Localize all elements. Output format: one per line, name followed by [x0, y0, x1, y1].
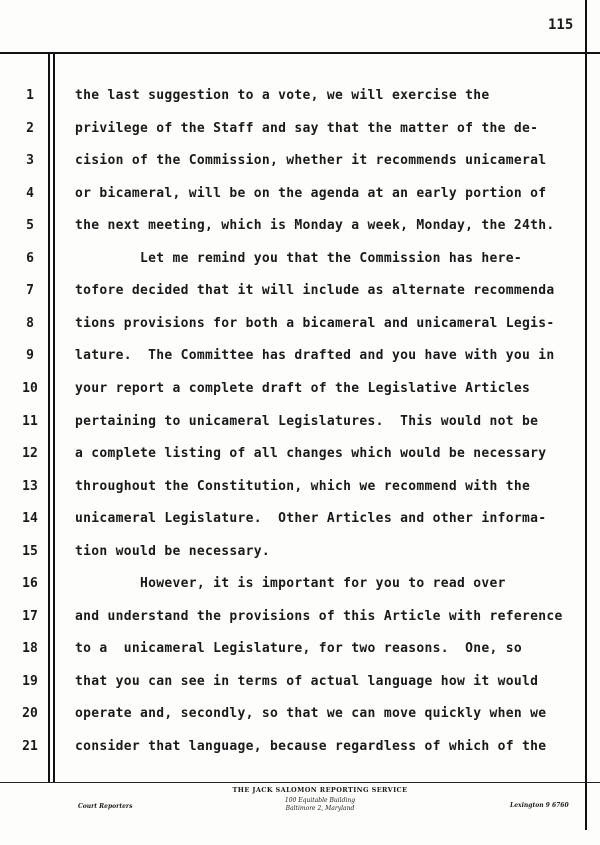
line-number: 14 — [22, 511, 38, 527]
line-number: 16 — [22, 576, 38, 592]
line-number: 5 — [26, 218, 34, 234]
right-margin-rule — [585, 0, 587, 830]
line-number: 20 — [22, 706, 38, 722]
line-number: 13 — [22, 478, 38, 494]
transcript-line: tion would be necessary. — [75, 543, 271, 559]
service-city-line: Baltimore 2, Maryland — [285, 805, 355, 812]
service-address-line: 100 Equitable Building — [284, 797, 356, 804]
footer-phone: Lexington 9 6760 — [510, 802, 569, 809]
transcript-line: Let me remind you that the Commission has here- — [75, 250, 522, 266]
transcript-line: tofore decided that it will include as alternate recommenda — [75, 283, 555, 299]
transcript-line: cision of the Commission, whether it recommends unicameral — [75, 153, 547, 169]
transcript-line: lature. The Committee has drafted and you have with you in — [75, 348, 555, 364]
transcript-line: and understand the provisions of this Article with reference — [75, 608, 563, 624]
line-number: 17 — [22, 608, 38, 624]
transcript-line: your report a complete draft of the Legislative Articles — [75, 380, 531, 396]
line-number: 1 — [26, 88, 34, 103]
line-number: 6 — [26, 250, 34, 266]
line-number: 8 — [26, 315, 34, 331]
line-number: 15 — [22, 543, 38, 559]
transcript-line: privilege of the Staff and say that the matter of the de- — [75, 120, 539, 136]
transcript-line: throughout the Constitution, which we recommend with the — [75, 478, 531, 494]
line-number: 18 — [22, 641, 38, 657]
transcript-line: unicameral Legislature. Other Articles and other informa- — [75, 511, 547, 527]
transcript-line: the last suggestion to a vote, we will exercise the — [75, 88, 490, 103]
bottom-rule — [0, 782, 600, 783]
transcript-line: pertaining to unicameral Legislatures. This would not be — [75, 413, 539, 429]
line-number: 21 — [22, 739, 38, 754]
transcript-line: consider that language, because regardless of which of the — [75, 739, 547, 754]
line-number: 3 — [26, 153, 34, 169]
transcript-line: tions provisions for both a bicameral and unicameral Legis- — [75, 315, 555, 331]
line-number: 11 — [22, 413, 38, 429]
transcript-line: a complete listing of all changes which would be necessary — [75, 446, 547, 462]
transcript-line: operate and, secondly, so that we can move quickly when we — [75, 706, 547, 722]
margin-rule — [48, 52, 50, 782]
line-number: 10 — [22, 380, 38, 396]
margin-rule — [53, 52, 55, 782]
footer-left-label: Court Reporters — [78, 803, 133, 810]
line-number: 12 — [22, 446, 38, 462]
reporting-service-name: THE JACK SALOMON REPORTING SERVICE — [232, 786, 408, 794]
page-number: 115 — [548, 17, 574, 33]
top-rule — [0, 52, 600, 54]
line-number: 7 — [26, 283, 34, 299]
line-number: 9 — [26, 348, 34, 364]
transcript-line: that you can see in terms of actual language how it would — [75, 673, 539, 689]
transcript-line: However, it is important for you to read over — [75, 576, 506, 592]
transcript-line: to a unicameral Legislature, for two reasons. One, so — [75, 641, 522, 657]
line-number: 19 — [22, 673, 38, 689]
line-number: 4 — [26, 185, 34, 201]
transcript-line: the next meeting, which is Monday a week, Monday, the 24th. — [75, 218, 555, 234]
transcript-line: or bicameral, will be on the agenda at an early portion of — [75, 185, 547, 201]
line-number: 2 — [26, 120, 34, 136]
